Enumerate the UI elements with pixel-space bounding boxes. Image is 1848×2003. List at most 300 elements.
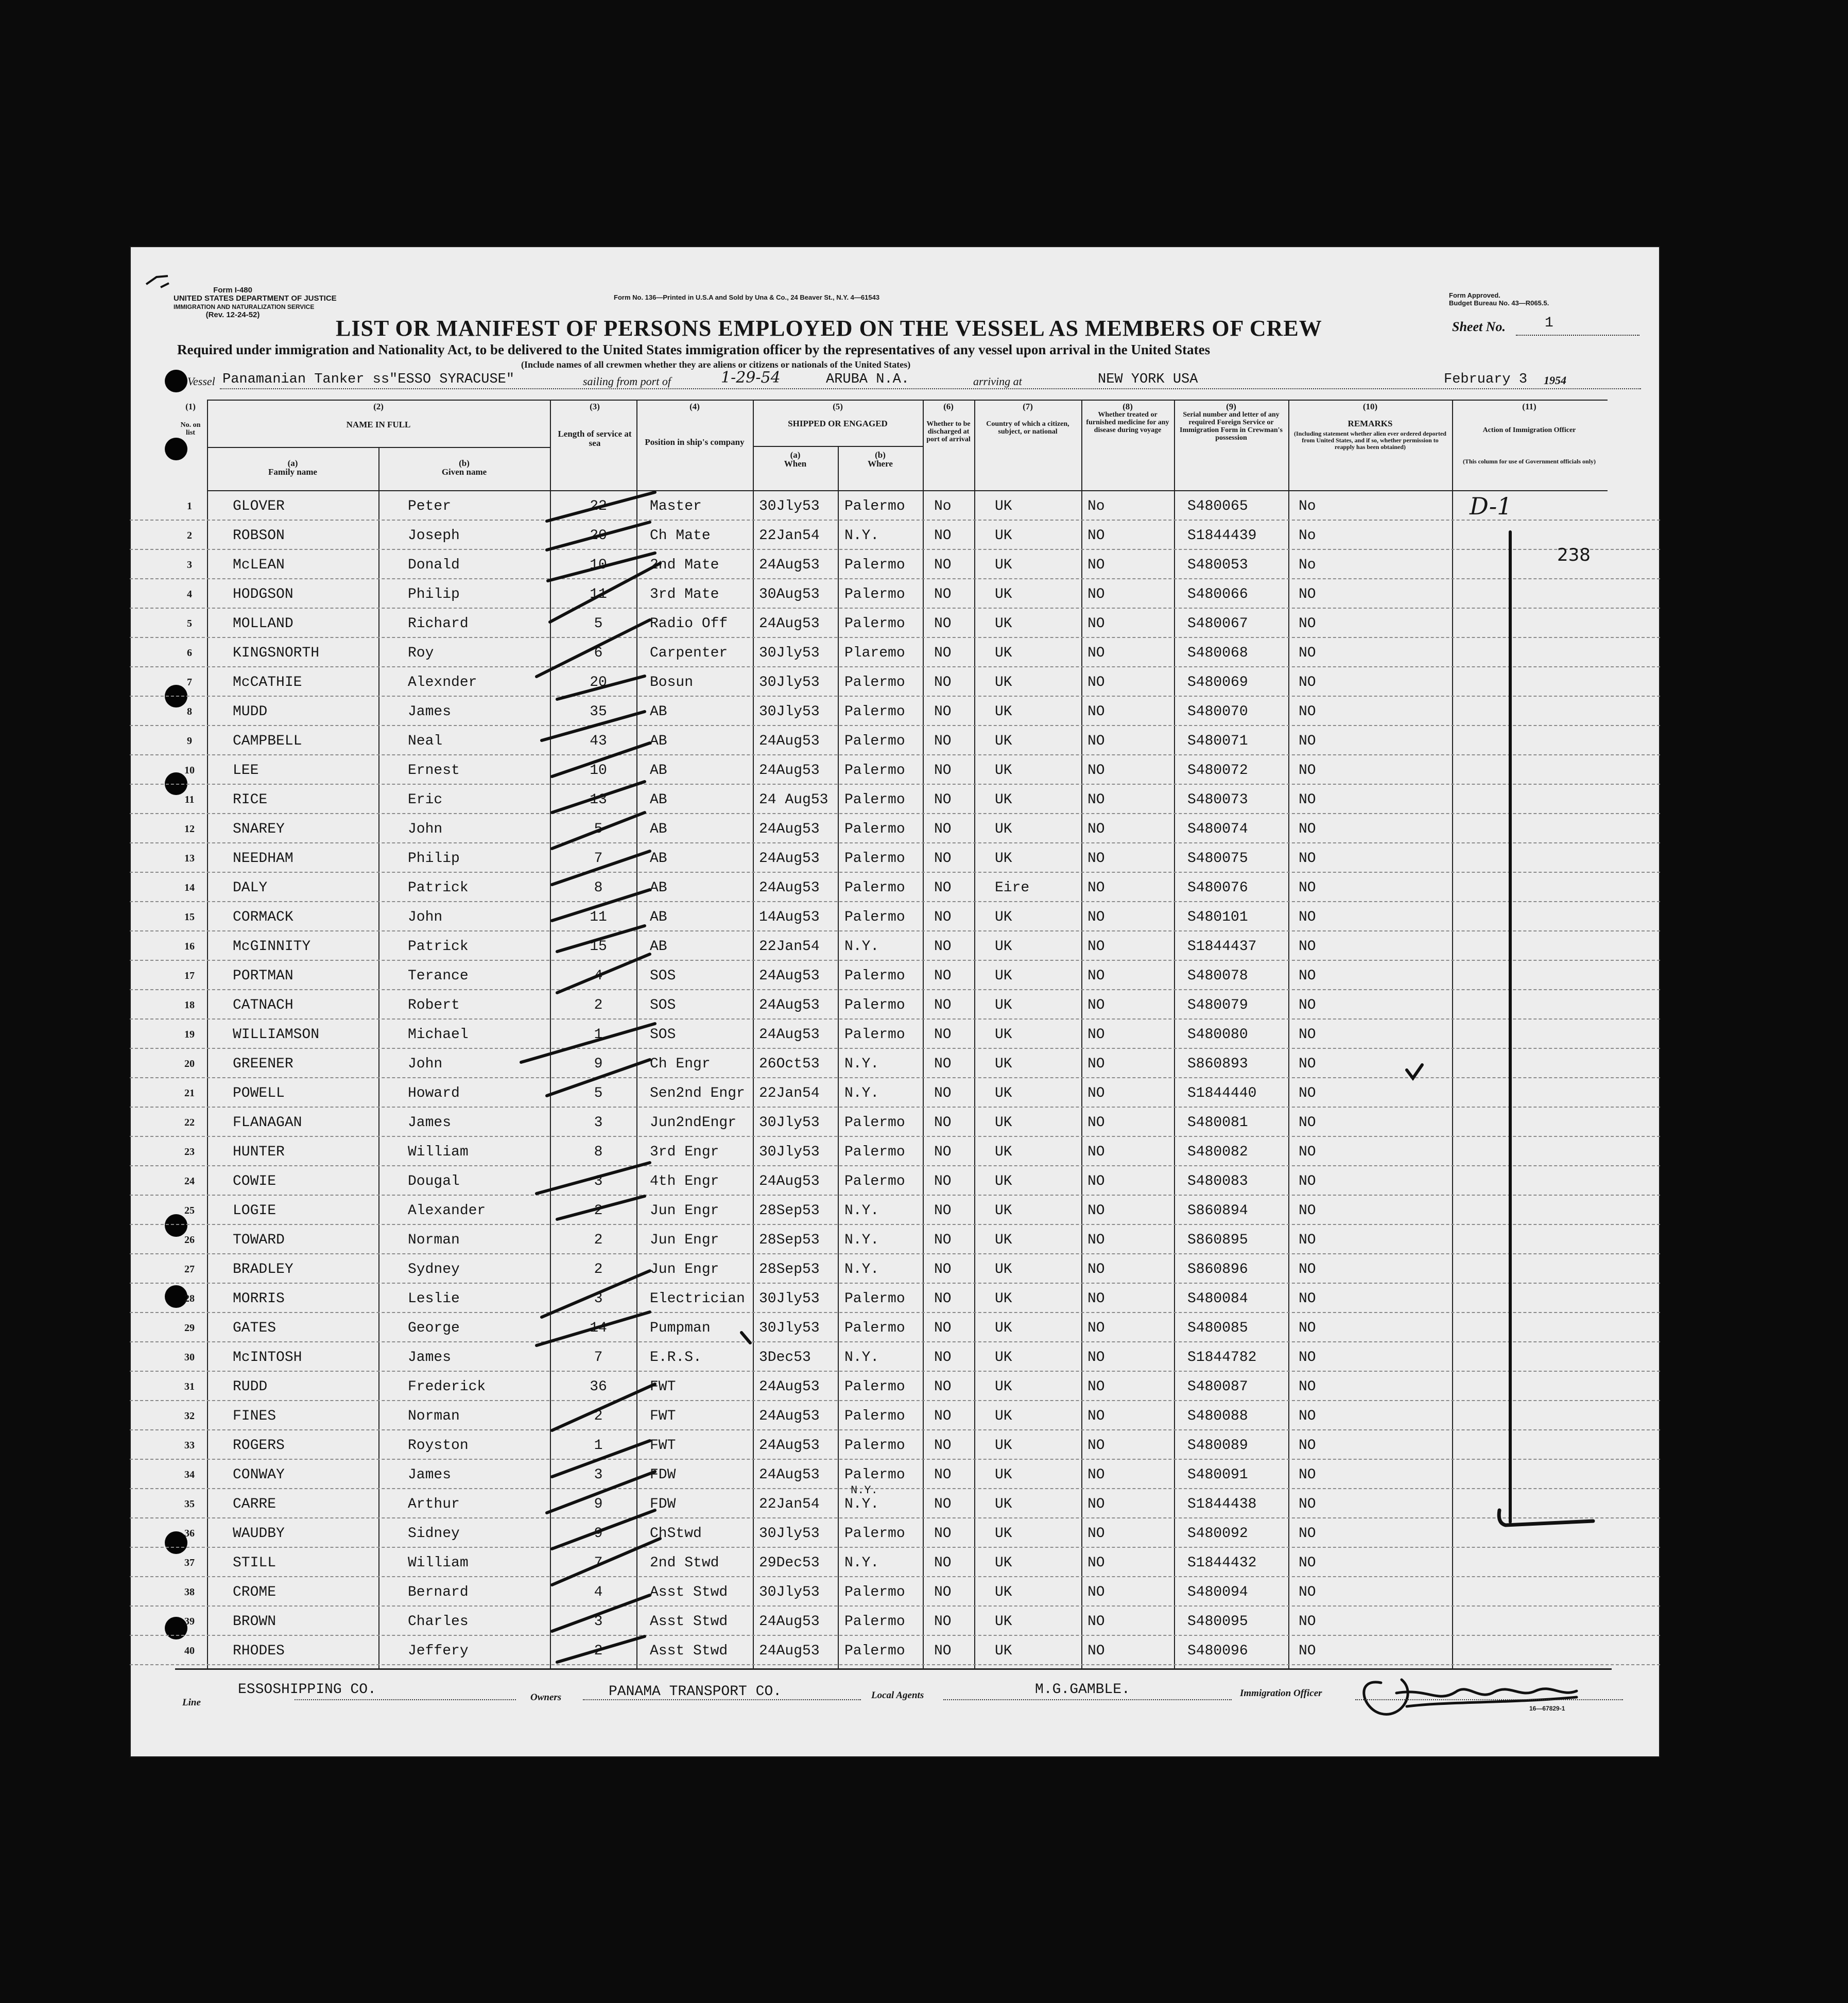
given-name: Neal: [408, 733, 443, 749]
position: Asst Stwd: [650, 1584, 728, 1600]
col4-num: (4): [689, 402, 700, 411]
shipped-where: Palermo: [844, 997, 905, 1013]
country: UK: [995, 1350, 1012, 1366]
shipped-when: 24Aug53: [759, 557, 820, 573]
discharged: NO: [934, 1408, 952, 1424]
sailing-date: 1-29-54: [721, 369, 781, 387]
treated: NO: [1087, 1584, 1105, 1600]
given-name: Eric: [408, 792, 443, 808]
shipped-when: 28Sep53: [759, 1262, 820, 1277]
page-title: LIST OR MANIFEST OF PERSONS EMPLOYED ON THE VESSEL AS MEMBERS OF CREW: [336, 316, 1322, 341]
given-name: James: [408, 1115, 452, 1131]
vessel-name: Panamanian Tanker ss"ESSO SYRACUSE": [222, 372, 515, 387]
sheet-label: Sheet No.: [1452, 319, 1506, 334]
form-id: Form I-480: [213, 286, 252, 295]
remarks: NO: [1299, 616, 1316, 632]
row-number: 13: [184, 853, 195, 864]
treated: NO: [1087, 1496, 1105, 1512]
serial-number: S480076: [1187, 880, 1248, 896]
position: AB: [650, 821, 667, 837]
treated: NO: [1087, 1320, 1105, 1336]
country: UK: [995, 997, 1012, 1013]
country: UK: [995, 1262, 1012, 1277]
col2a-num: (a): [287, 458, 298, 468]
position: Pumpman: [650, 1320, 711, 1336]
family-name: PORTMAN: [233, 968, 293, 984]
length-of-service: 7: [594, 851, 603, 867]
arriving-label: arriving at: [973, 375, 1022, 388]
country: UK: [995, 763, 1012, 779]
col3-num: (3): [590, 402, 600, 411]
serial-number: S480084: [1187, 1291, 1248, 1307]
shipped-where: N.Y.: [844, 1262, 879, 1277]
action-code: D-1: [1470, 492, 1512, 520]
printer-note: Form No. 136—Printed in U.S.A and Sold by Una & Co., 24 Beaver St., N.Y. 4—61543: [614, 293, 880, 301]
country: UK: [995, 1408, 1012, 1424]
position: E.R.S.: [650, 1350, 702, 1366]
serial-number: S480079: [1187, 997, 1248, 1013]
length-of-service: 5: [594, 616, 603, 632]
row-number: 7: [187, 677, 192, 688]
serial-number: S1844782: [1187, 1350, 1257, 1366]
given-name: Charles: [408, 1614, 469, 1630]
service: IMMIGRATION AND NATURALIZATION SERVICE: [174, 303, 315, 310]
country: UK: [995, 675, 1012, 690]
col10-header: REMARKS: [1348, 419, 1393, 428]
family-name: GATES: [233, 1320, 277, 1336]
serial-number: S860894: [1187, 1203, 1248, 1219]
length-of-service: 35: [590, 704, 607, 720]
position: Radio Off: [650, 616, 728, 632]
given-name: Ernest: [408, 763, 460, 779]
length-of-service: 3: [594, 1115, 603, 1131]
length-of-service: 20: [590, 528, 607, 544]
row-number: 15: [184, 911, 195, 923]
subtitle: Required under immigration and Nationality Act, to be delivered to the United States immigration officer by the representatives of any vessel upon arrival in the United States: [177, 342, 1211, 357]
treated: NO: [1087, 557, 1105, 573]
country: UK: [995, 1526, 1012, 1542]
family-name: McINTOSH: [233, 1350, 302, 1366]
country: UK: [995, 1173, 1012, 1189]
col4-header: Position in ship's company: [645, 437, 745, 447]
row-number: 17: [184, 970, 195, 981]
treated: NO: [1087, 645, 1105, 661]
discharged: NO: [934, 586, 952, 602]
family-name: RUDD: [233, 1379, 268, 1395]
row-number: 9: [187, 735, 192, 747]
family-name: DALY: [233, 880, 268, 896]
col6-header: Whether to be discharged at port of arrival: [926, 420, 971, 443]
row-number: 31: [184, 1381, 195, 1392]
family-name: WILLIAMSON: [233, 1027, 320, 1043]
position: Ch Mate: [650, 528, 711, 544]
treated: NO: [1087, 1027, 1105, 1043]
length-of-service: 15: [590, 939, 607, 955]
remarks: NO: [1299, 1526, 1316, 1542]
given-name: William: [408, 1555, 469, 1571]
length-of-service: 5: [594, 1085, 603, 1101]
serial-number: S480101: [1187, 909, 1248, 925]
shipped-where: Palermo: [844, 1027, 905, 1043]
country: UK: [995, 1614, 1012, 1630]
row-number: 1: [187, 500, 192, 512]
family-name: CORMACK: [233, 909, 293, 925]
length-of-service: 3: [594, 1614, 603, 1630]
position: AB: [650, 792, 667, 808]
serial-number: S480088: [1187, 1408, 1248, 1424]
row-number: 26: [184, 1234, 195, 1246]
position: AB: [650, 763, 667, 779]
shipped-when: 24Aug53: [759, 880, 820, 896]
shipped-where: Palermo: [844, 909, 905, 925]
family-name: FLANAGAN: [233, 1115, 302, 1131]
col10-num: (10): [1362, 402, 1378, 411]
remarks: NO: [1299, 1584, 1316, 1600]
discharged: NO: [934, 704, 952, 720]
length-of-service: 2: [594, 1643, 603, 1659]
treated: NO: [1087, 1085, 1105, 1101]
given-name: Alexander: [408, 1203, 486, 1219]
row-number: 6: [187, 647, 192, 659]
shipped-when: 24Aug53: [759, 1173, 820, 1189]
discharged: NO: [934, 909, 952, 925]
family-name: RICE: [233, 792, 268, 808]
discharged: NO: [934, 851, 952, 867]
given-name: Howard: [408, 1085, 460, 1101]
length-of-service: 22: [590, 498, 607, 514]
country: UK: [995, 1203, 1012, 1219]
country: UK: [995, 1643, 1012, 1659]
shipped-when: 30Jly53: [759, 675, 820, 690]
col11-header: Action of Immigration Officer: [1482, 426, 1576, 434]
treated: NO: [1087, 880, 1105, 896]
country: UK: [995, 1467, 1012, 1483]
discharged: NO: [934, 528, 952, 544]
family-name: STILL: [233, 1555, 277, 1571]
family-name: CARRE: [233, 1496, 277, 1512]
position: 2nd Mate: [650, 557, 719, 573]
agents-label: Local Agents: [871, 1690, 924, 1701]
treated: No: [1087, 498, 1105, 514]
serial-number: S480083: [1187, 1173, 1248, 1189]
position: Electrician: [650, 1291, 745, 1307]
position: FWT: [650, 1438, 676, 1454]
position: 3rd Mate: [650, 586, 719, 602]
serial-number: S1844432: [1187, 1555, 1257, 1571]
length-of-service: 9: [594, 1496, 603, 1512]
given-name: Jeffery: [408, 1643, 469, 1659]
discharged: NO: [934, 645, 952, 661]
country: UK: [995, 1085, 1012, 1101]
position: 3rd Engr: [650, 1144, 719, 1160]
shipped-where: Palermo: [844, 616, 905, 632]
treated: NO: [1087, 528, 1105, 544]
col5-num: (5): [833, 402, 843, 411]
shipped-when: 30Jly53: [759, 1320, 820, 1336]
given-name: Richard: [408, 616, 469, 632]
position: FDW: [650, 1467, 676, 1483]
given-name: Robert: [408, 997, 460, 1013]
shipped-where: Palermo: [844, 968, 905, 984]
line-label: Line: [182, 1697, 201, 1708]
treated: NO: [1087, 1144, 1105, 1160]
serial-number: S480066: [1187, 586, 1248, 602]
length-of-service: 2: [594, 1262, 603, 1277]
discharged: NO: [934, 821, 952, 837]
remarks: NO: [1299, 645, 1316, 661]
shipped-when: 24Aug53: [759, 997, 820, 1013]
row-number: 39: [184, 1616, 195, 1627]
shipped-when: 26Oct53: [759, 1056, 820, 1072]
treated: NO: [1087, 1408, 1105, 1424]
given-name: Philip: [408, 851, 460, 867]
country: UK: [995, 1555, 1012, 1571]
country: UK: [995, 1027, 1012, 1043]
discharged: NO: [934, 1291, 952, 1307]
discharged: NO: [934, 733, 952, 749]
serial-number: S480087: [1187, 1379, 1248, 1395]
position: Asst Stwd: [650, 1643, 728, 1659]
discharged: NO: [934, 880, 952, 896]
given-name: Norman: [408, 1232, 460, 1248]
family-name: MUDD: [233, 704, 268, 720]
remarks: NO: [1299, 1085, 1316, 1101]
treated: NO: [1087, 763, 1105, 779]
given-name: Royston: [408, 1438, 469, 1454]
position: Jun Engr: [650, 1262, 719, 1277]
serial-number: S480065: [1187, 498, 1248, 514]
treated: NO: [1087, 1056, 1105, 1072]
length-of-service: 2: [594, 997, 603, 1013]
family-name: HODGSON: [233, 586, 293, 602]
shipped-when: 24Aug53: [759, 821, 820, 837]
remarks: NO: [1299, 1379, 1316, 1395]
shipped-when: 24Aug53: [759, 851, 820, 867]
officer-label: Immigration Officer: [1240, 1688, 1322, 1699]
agents-value: M.G.GAMBLE.: [1035, 1682, 1130, 1698]
row-number: 5: [187, 618, 192, 629]
row-number: 11: [184, 794, 195, 805]
shipped-where: N.Y.: [844, 1203, 879, 1219]
position: AB: [650, 704, 667, 720]
position: Carpenter: [650, 645, 728, 661]
length-of-service: 5: [594, 821, 603, 837]
form-approved: Form Approved.: [1449, 291, 1500, 299]
remarks: NO: [1299, 1467, 1316, 1483]
country: UK: [995, 909, 1012, 925]
country: UK: [995, 1144, 1012, 1160]
shipped-where: Palermo: [844, 733, 905, 749]
shipped-where: Palermo: [844, 1614, 905, 1630]
discharged: NO: [934, 997, 952, 1013]
serial-number: S480068: [1187, 645, 1248, 661]
col2b-header: Given name: [441, 467, 487, 477]
serial-number: S480094: [1187, 1584, 1248, 1600]
department: UNITED STATES DEPARTMENT OF JUSTICE: [174, 294, 337, 303]
col1-header: No. on list: [180, 421, 201, 437]
arriving-port: NEW YORK USA: [1098, 372, 1198, 387]
row-number: 12: [184, 823, 195, 835]
position: SOS: [650, 968, 676, 984]
treated: NO: [1087, 821, 1105, 837]
treated: NO: [1087, 704, 1105, 720]
col7-header: Country of which a citizen, subject, or national: [986, 420, 1069, 436]
length-of-service: 20: [590, 675, 607, 690]
length-of-service: 8: [594, 1144, 603, 1160]
shipped-when: 22Jan54: [759, 1085, 820, 1101]
position: ChStwd: [650, 1526, 702, 1542]
row-number: 29: [184, 1322, 195, 1334]
given-name: William: [408, 1144, 469, 1160]
discharged: NO: [934, 1262, 952, 1277]
discharged: NO: [934, 1056, 952, 1072]
length-of-service: 1: [594, 1438, 603, 1454]
given-name: Roy: [408, 645, 434, 661]
serial-number: S480082: [1187, 1144, 1248, 1160]
family-name: RHODES: [233, 1643, 285, 1659]
shipped-when: 24Aug53: [759, 1379, 820, 1395]
arrival-year: 1954: [1544, 374, 1566, 387]
serial-number: S480081: [1187, 1115, 1248, 1131]
given-name: Michael: [408, 1027, 469, 1043]
row-number: 4: [187, 589, 192, 600]
shipped-when: 22Jan54: [759, 1496, 820, 1512]
length-of-service: 2: [594, 1408, 603, 1424]
country: Eire: [995, 880, 1030, 896]
given-name: John: [408, 1056, 443, 1072]
col9-header: Serial number and letter of any required Foreign Service or Immigration Form in Crewman's possession: [1180, 411, 1283, 442]
serial-number: S1844440: [1187, 1085, 1257, 1101]
remarks: NO: [1299, 1614, 1316, 1630]
discharged: NO: [934, 939, 952, 955]
shipped-where: Palermo: [844, 1643, 905, 1659]
vessel-label: Vessel: [187, 375, 215, 388]
shipped-when: 30Jly53: [759, 1291, 820, 1307]
serial-number: S480074: [1187, 821, 1248, 837]
treated: NO: [1087, 1173, 1105, 1189]
length-of-service: 43: [590, 733, 607, 749]
row-number: 16: [184, 941, 195, 952]
remarks: NO: [1299, 851, 1316, 867]
shipped-when: 22Jan54: [759, 939, 820, 955]
country: UK: [995, 1056, 1012, 1072]
given-name: Alexnder: [408, 675, 477, 690]
discharged: NO: [934, 1496, 952, 1512]
row-number: 8: [187, 706, 192, 717]
row-number: 40: [184, 1645, 195, 1656]
serial-number: S480089: [1187, 1438, 1248, 1454]
col5b-num: (b): [875, 450, 886, 460]
given-name: Donald: [408, 557, 460, 573]
arrival-date: February 3: [1444, 372, 1528, 387]
family-name: McGINNITY: [233, 939, 311, 955]
shipped-when: 30Jly53: [759, 1526, 820, 1542]
remarks: NO: [1299, 968, 1316, 984]
given-name: Philip: [408, 586, 460, 602]
col2b-num: (b): [459, 458, 470, 468]
position: AB: [650, 909, 667, 925]
treated: NO: [1087, 1438, 1105, 1454]
remarks: NO: [1299, 1320, 1316, 1336]
position: AB: [650, 880, 667, 896]
length-of-service: 36: [590, 1379, 607, 1395]
col5a-num: (a): [790, 450, 801, 460]
shipped-where: Palermo: [844, 1291, 905, 1307]
length-of-service: 10: [590, 557, 607, 573]
family-name: WAUDBY: [233, 1526, 285, 1542]
budget-bureau: Budget Bureau No. 43—R065.5.: [1449, 299, 1549, 307]
given-name: John: [408, 821, 443, 837]
shipped-when: 24Aug53: [759, 1408, 820, 1424]
shipped-where: Palermo: [844, 1144, 905, 1160]
discharged: NO: [934, 763, 952, 779]
given-name: James: [408, 1467, 452, 1483]
shipped-where: Palermo: [844, 763, 905, 779]
row-number: 36: [184, 1528, 195, 1539]
shipped-where: Plaremo: [844, 645, 905, 661]
serial-number: S480080: [1187, 1027, 1248, 1043]
col5a-header: When: [784, 459, 807, 469]
remarks: NO: [1299, 1027, 1316, 1043]
remarks: NO: [1299, 1203, 1316, 1219]
serial-number: S480053: [1187, 557, 1248, 573]
include-note: (Include names of all crewmen whether they are aliens or citizens or nationals of the United States): [521, 359, 911, 370]
country: UK: [995, 1320, 1012, 1336]
treated: NO: [1087, 1203, 1105, 1219]
treated: NO: [1087, 1467, 1105, 1483]
family-name: COWIE: [233, 1173, 277, 1189]
remarks: No: [1299, 498, 1316, 514]
given-name: Patrick: [408, 939, 469, 955]
print-code: 16—67829-1: [1529, 1705, 1565, 1712]
serial-number: S480095: [1187, 1614, 1248, 1630]
row-number: 35: [184, 1498, 195, 1510]
serial-number: S480085: [1187, 1320, 1248, 1336]
remarks: NO: [1299, 792, 1316, 808]
position: SOS: [650, 997, 676, 1013]
family-name: POWELL: [233, 1085, 285, 1101]
discharged: NO: [934, 1555, 952, 1571]
family-name: KINGSNORTH: [233, 645, 320, 661]
shipped-where: N.Y.: [844, 1496, 879, 1512]
treated: NO: [1087, 968, 1105, 984]
remarks: NO: [1299, 821, 1316, 837]
family-name: CONWAY: [233, 1467, 285, 1483]
serial-number: S480078: [1187, 968, 1248, 984]
length-of-service: 10: [590, 763, 607, 779]
serial-number: S480092: [1187, 1526, 1248, 1542]
row-number: 24: [184, 1176, 195, 1187]
remarks: NO: [1299, 939, 1316, 955]
serial-number: S1844438: [1187, 1496, 1257, 1512]
length-of-service: 7: [594, 1555, 603, 1571]
shipped-when: 30Jly53: [759, 645, 820, 661]
given-name: Peter: [408, 498, 452, 514]
treated: NO: [1087, 1379, 1105, 1395]
country: UK: [995, 1232, 1012, 1248]
discharged: NO: [934, 675, 952, 690]
discharged: NO: [934, 1350, 952, 1366]
shipped-when: 24Aug53: [759, 1027, 820, 1043]
remarks: NO: [1299, 1438, 1316, 1454]
serial-number: S480069: [1187, 675, 1248, 690]
row-number: 3: [187, 559, 192, 571]
serial-number: S480067: [1187, 616, 1248, 632]
shipped-when: 30Aug53: [759, 586, 820, 602]
shipped-where: N.Y.: [844, 528, 879, 544]
col5b-header: Where: [868, 459, 893, 469]
shipped-where: Palermo: [844, 1584, 905, 1600]
